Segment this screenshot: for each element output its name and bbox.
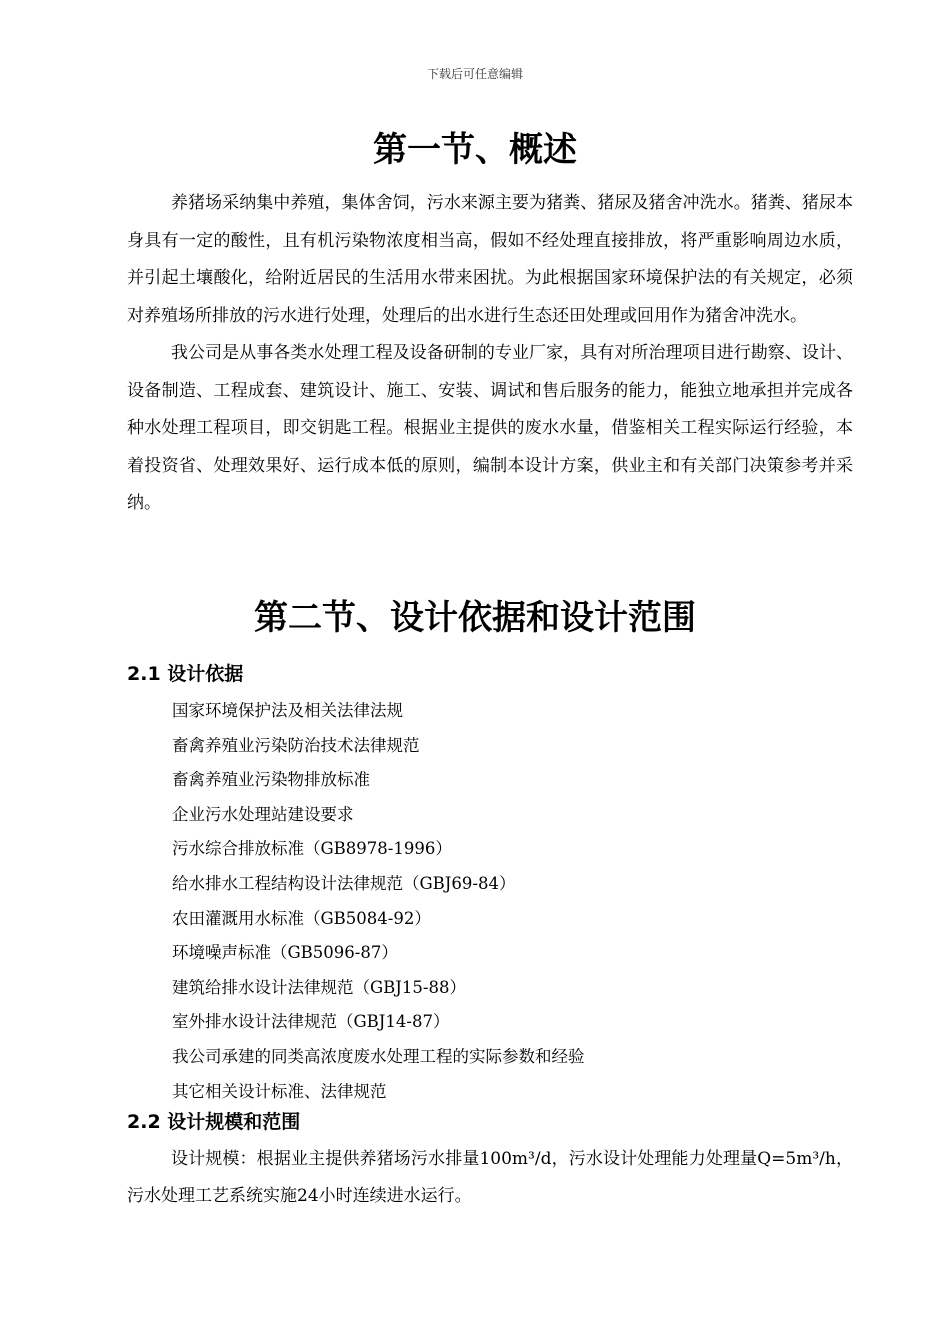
- subsection-2-2-heading: 2.2 设计规模和范围: [127, 1111, 301, 1133]
- list-item: 国家环境保护法及相关法律法规: [172, 701, 403, 720]
- section-1-body: [127, 185, 853, 523]
- list-item: 畜禽养殖业污染物排放标准: [172, 770, 370, 790]
- list-item: 室外排水设计法律规范（GBJ14-87）: [172, 1012, 450, 1032]
- list-item: 我公司承建的同类高浓度废水处理工程的实际参数和经验: [172, 1046, 585, 1066]
- overview-paragraph-2: 我公司是从事各类水处理工程及设备研制的专业厂家，具有对所治理项目进行勘察、设计、设备制造、工程成套、建筑设计、施工、安装、调试和售后服务的能力，能独立地承担并完成各种水处理工程项目，即交钥匙工程。根据业主提供的废水水量，借鉴相关工程实际运行经验，本着投资省、处理效果好、运行成本低的原则，编制本设计方案，供业主和有关部门决策参考并采纳。: [127, 343, 853, 513]
- list-item: 污水综合排放标准（GB8978-1996）: [172, 839, 452, 859]
- list-item: 企业污水处理站建设要求: [172, 804, 354, 824]
- list-item: 环境噪声标准（GB5096-87）: [172, 943, 398, 963]
- design-scale-paragraph: 设计规模：根据业主提供养猪场污水排量100m³/d，污水设计处理能力处理量Q=5m³/h，污水处理工艺系统实施24小时连续进水运行。: [127, 1149, 853, 1206]
- section-1-title: 第一节、概述: [373, 130, 577, 170]
- list-item: 给水排水工程结构设计法律规范（GBJ69-84）: [172, 873, 516, 893]
- page-header-note: 下载后可任意编辑: [426, 67, 523, 81]
- list-item: 建筑给排水设计法律规范（GBJ15-88）: [172, 977, 466, 997]
- overview-paragraph-1: 养猪场采纳集中养殖，集体舍饲，污水来源主要为猪粪、猪尿及猪舍冲洗水。猪粪、猪尿本身具有一定的酸性，且有机污染物浓度相当高，假如不经处理直接排放，将严重影响周边水质，并引起土壤酸化，给附近居民的生活用水带来困扰。为此根据国家环境保护法的有关规定，必须对养殖场所排放的污水进行处理，处理后的出水进行生态还田处理或回用作为猪舍冲洗水。: [127, 193, 853, 326]
- design-scale-block: [127, 1141, 853, 1215]
- list-item: 农田灌溉用水标准（GB5084-92）: [172, 908, 431, 928]
- list-item: 其它相关设计标准、法律规范: [172, 1081, 387, 1101]
- section-2-title: 第二节、设计依据和设计范围: [254, 598, 696, 638]
- design-basis-list: [172, 694, 585, 1109]
- subsection-2-1-heading: 2.1 设计依据: [127, 663, 244, 685]
- list-item: 畜禽养殖业污染防治技术法律规范: [172, 735, 420, 755]
